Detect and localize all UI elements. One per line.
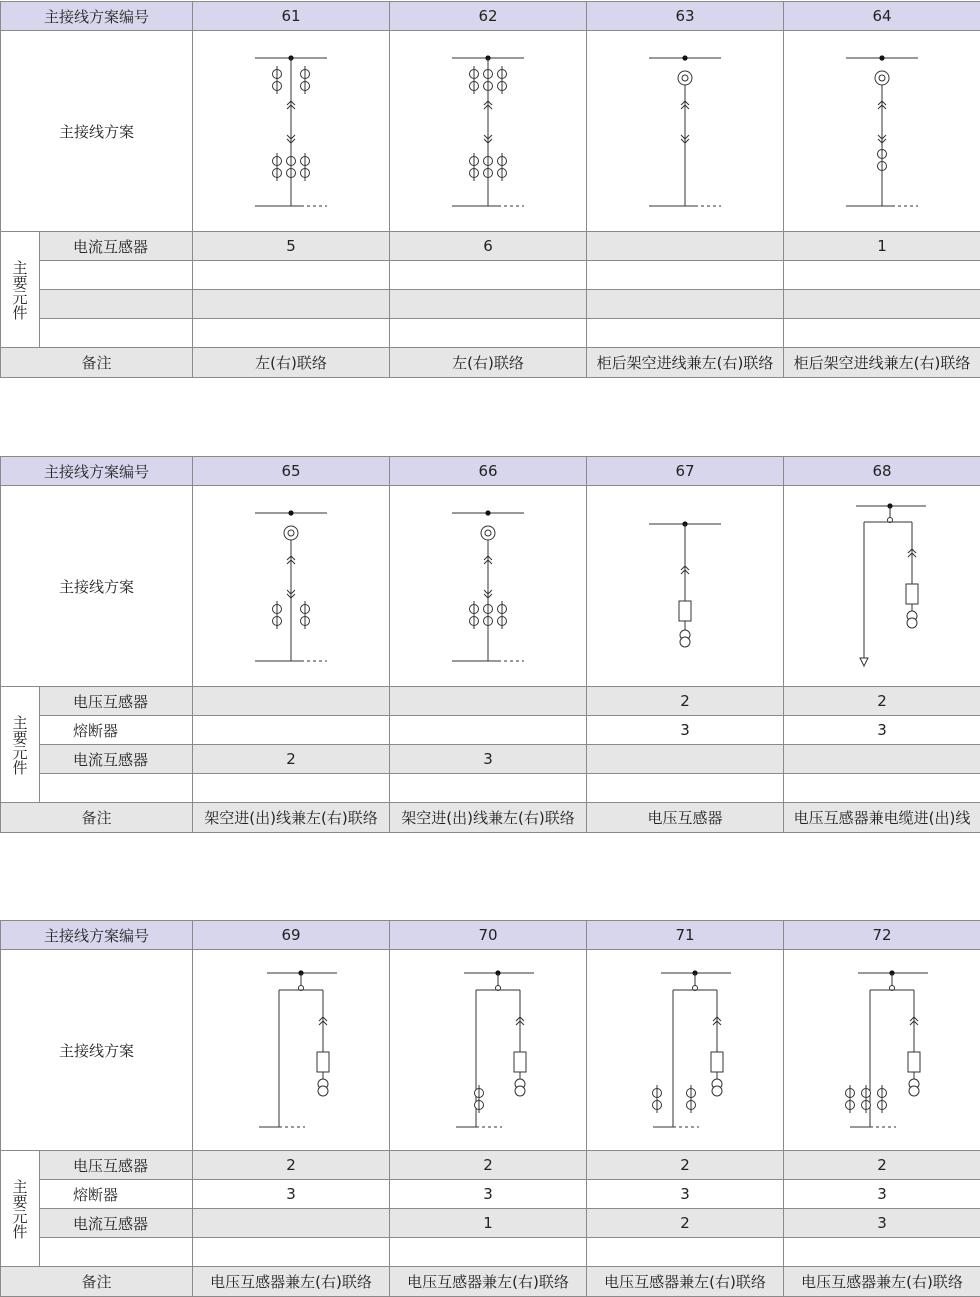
scheme-number: 68 <box>784 457 980 486</box>
wiring-diagram-overhead-tie-ct1 <box>784 31 980 231</box>
component-row <box>1 1180 980 1209</box>
wiring-diagram-overhead-tie <box>587 31 784 231</box>
component-count: 2 <box>784 1151 980 1180</box>
component-count: 2 <box>587 1209 784 1238</box>
wiring-diagram-cell <box>784 950 980 1151</box>
remark-row <box>1 1267 980 1297</box>
component-count: 3 <box>193 1180 390 1209</box>
component-count: 3 <box>784 1180 980 1209</box>
wiring-diagram-vt-tie-2 <box>587 950 784 1150</box>
diagram-row <box>1 31 980 232</box>
remark-text: 柜后架空进线兼左(右)联络 <box>784 348 980 378</box>
wiring-diagram-cell <box>390 31 587 232</box>
component-row <box>1 745 980 774</box>
remark-text: 电压互感器兼电缆进(出)线 <box>784 803 980 833</box>
component-row <box>1 1209 980 1238</box>
scheme-number: 62 <box>390 2 587 31</box>
component-name <box>40 1238 193 1267</box>
component-count <box>193 687 390 716</box>
remark-text: 电压互感器 <box>587 803 784 833</box>
component-count <box>784 290 980 319</box>
scheme-table <box>0 456 980 833</box>
wiring-diagram-cell <box>193 950 390 1151</box>
component-count <box>587 290 784 319</box>
remark-text: 架空进(出)线兼左(右)联络 <box>390 803 587 833</box>
component-row <box>1 232 980 261</box>
wiring-diagram-cell <box>390 950 587 1151</box>
header-row <box>1 921 980 950</box>
remark-row <box>1 803 980 833</box>
component-count <box>587 1238 784 1267</box>
component-row <box>1 290 980 319</box>
component-count: 2 <box>587 687 784 716</box>
scheme-number-label: 主接线方案编号 <box>1 457 193 486</box>
main-components-label: 主要元件 <box>1 687 40 803</box>
component-count <box>193 716 390 745</box>
component-count <box>193 774 390 803</box>
scheme-number: 61 <box>193 2 390 31</box>
component-count <box>587 774 784 803</box>
scheme-number-label: 主接线方案编号 <box>1 921 193 950</box>
component-count: 1 <box>390 1209 587 1238</box>
component-count: 5 <box>193 232 390 261</box>
scheme-number: 64 <box>784 2 980 31</box>
scheme-label: 主接线方案 <box>1 31 193 232</box>
component-row <box>1 319 980 348</box>
wiring-diagram-cell <box>587 950 784 1151</box>
header-row <box>1 2 980 31</box>
wiring-diagram-vt <box>587 486 784 686</box>
scheme-label: 主接线方案 <box>1 950 193 1151</box>
remark-label: 备注 <box>1 803 193 833</box>
component-count <box>587 319 784 348</box>
wiring-diagram-cell <box>784 31 980 232</box>
wiring-diagram-cell <box>784 486 980 687</box>
component-count: 3 <box>784 716 980 745</box>
component-count <box>784 1238 980 1267</box>
component-count <box>390 774 587 803</box>
component-count: 3 <box>390 1180 587 1209</box>
wiring-diagram-cell <box>390 486 587 687</box>
component-count <box>390 261 587 290</box>
remark-label: 备注 <box>1 1267 193 1297</box>
remark-text: 左(右)联络 <box>193 348 390 378</box>
scheme-label: 主接线方案 <box>1 486 193 687</box>
component-row <box>1 261 980 290</box>
header-row <box>1 457 980 486</box>
scheme-number: 71 <box>587 921 784 950</box>
component-count: 3 <box>390 745 587 774</box>
main-components-label: 主要元件 <box>1 232 40 348</box>
component-count: 3 <box>587 716 784 745</box>
component-count: 2 <box>587 1151 784 1180</box>
remark-text: 电压互感器兼左(右)联络 <box>193 1267 390 1297</box>
component-count: 2 <box>193 1151 390 1180</box>
scheme-number: 63 <box>587 2 784 31</box>
remark-row <box>1 348 980 378</box>
component-count <box>193 1209 390 1238</box>
wiring-diagram-cell <box>193 31 390 232</box>
wiring-diagram-tie-ct3-ct3 <box>390 31 587 231</box>
scheme-table <box>0 920 980 1297</box>
diagram-row <box>1 486 980 687</box>
component-row <box>1 1238 980 1267</box>
component-name: 电流互感器 <box>40 1209 193 1238</box>
wiring-diagram-cell <box>587 31 784 232</box>
scheme-table <box>0 1 980 378</box>
diagram-row <box>1 950 980 1151</box>
scheme-number: 69 <box>193 921 390 950</box>
component-count <box>390 319 587 348</box>
component-name: 电流互感器 <box>40 232 193 261</box>
component-count: 2 <box>390 1151 587 1180</box>
scheme-number-label: 主接线方案编号 <box>1 2 193 31</box>
scheme-number: 65 <box>193 457 390 486</box>
component-count <box>390 1238 587 1267</box>
component-count: 6 <box>390 232 587 261</box>
remark-text: 电压互感器兼左(右)联络 <box>587 1267 784 1297</box>
component-row <box>1 687 980 716</box>
remark-text: 电压互感器兼左(右)联络 <box>784 1267 980 1297</box>
component-count <box>193 261 390 290</box>
component-count: 1 <box>784 232 980 261</box>
component-count <box>587 261 784 290</box>
component-count <box>784 745 980 774</box>
wiring-diagram-vt-tie-0 <box>193 950 390 1150</box>
component-name <box>40 290 193 319</box>
component-row <box>1 774 980 803</box>
wiring-diagram-vt-cable <box>784 486 980 686</box>
component-name: 电流互感器 <box>40 745 193 774</box>
component-count: 3 <box>784 1209 980 1238</box>
component-count <box>193 319 390 348</box>
component-count <box>193 1238 390 1267</box>
component-count <box>390 687 587 716</box>
scheme-number: 70 <box>390 921 587 950</box>
wiring-diagram-vt-tie-1 <box>390 950 587 1150</box>
main-components-label: 主要元件 <box>1 1151 40 1267</box>
component-count <box>784 261 980 290</box>
scheme-number: 66 <box>390 457 587 486</box>
component-name: 电压互感器 <box>40 1151 193 1180</box>
component-count <box>587 232 784 261</box>
wiring-diagram-tie-ct2-ct3 <box>193 31 390 231</box>
component-name <box>40 774 193 803</box>
component-name: 熔断器 <box>40 1180 193 1209</box>
scheme-number: 67 <box>587 457 784 486</box>
wiring-diagram-overhead-ct3 <box>390 486 587 686</box>
remark-text: 左(右)联络 <box>390 348 587 378</box>
component-name: 电压互感器 <box>40 687 193 716</box>
remark-text: 电压互感器兼左(右)联络 <box>390 1267 587 1297</box>
remark-text: 架空进(出)线兼左(右)联络 <box>193 803 390 833</box>
component-count <box>390 290 587 319</box>
component-row <box>1 716 980 745</box>
component-name: 熔断器 <box>40 716 193 745</box>
component-row <box>1 1151 980 1180</box>
wiring-diagram-vt-tie-3 <box>784 950 980 1150</box>
wiring-diagram-cell <box>193 486 390 687</box>
component-count: 2 <box>784 687 980 716</box>
component-count <box>390 716 587 745</box>
component-count: 3 <box>587 1180 784 1209</box>
component-name <box>40 319 193 348</box>
remark-label: 备注 <box>1 348 193 378</box>
component-count <box>784 319 980 348</box>
scheme-number: 72 <box>784 921 980 950</box>
wiring-diagram-cell <box>587 486 784 687</box>
remark-text: 柜后架空进线兼左(右)联络 <box>587 348 784 378</box>
component-name <box>40 261 193 290</box>
component-count <box>193 290 390 319</box>
component-count <box>784 774 980 803</box>
component-count: 2 <box>193 745 390 774</box>
component-count <box>587 745 784 774</box>
wiring-diagram-overhead-ct2 <box>193 486 390 686</box>
